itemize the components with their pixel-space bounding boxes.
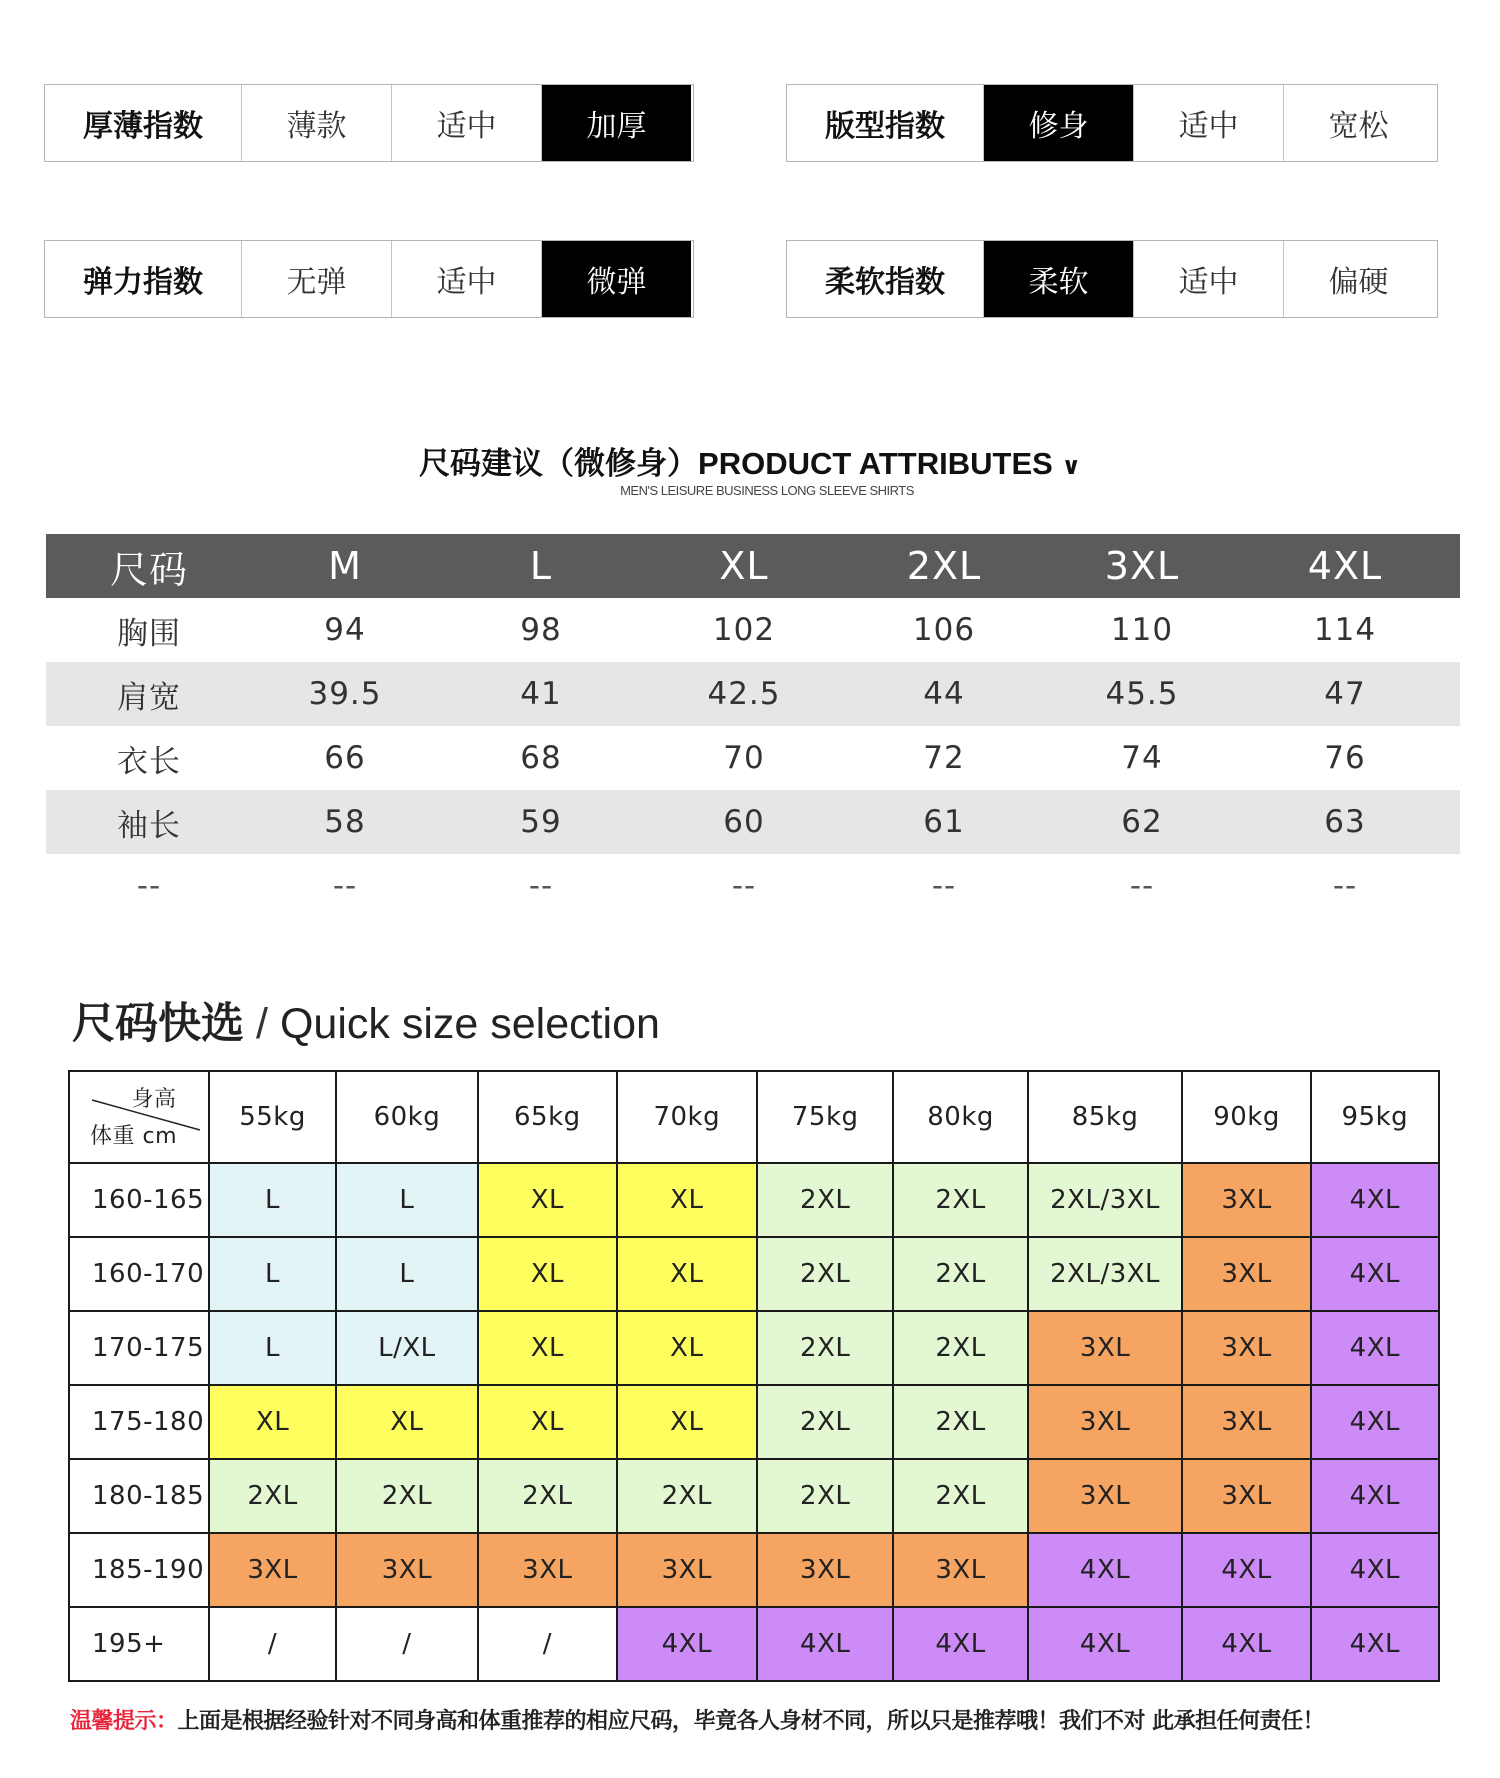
size-cell: 2XL [478, 1459, 616, 1533]
tip-text: 上面是根据经验针对不同身高和体重推荐的相应尺码，毕竟各人身材不同，所以只是推荐哦！我们不对 此承担任何责任！ [177, 1709, 1325, 1734]
size-cell: 4XL [757, 1607, 893, 1681]
weight-header-cell: 90kg [1182, 1071, 1310, 1163]
elastic-option-medium: 适中 [391, 241, 541, 317]
measurement-header-cell: 2XL [906, 544, 982, 588]
size-cell: 2XL [757, 1237, 893, 1311]
thickness-option-medium: 适中 [391, 85, 541, 161]
measurement-cell: -- [528, 868, 554, 904]
measurement-cell: 102 [712, 612, 776, 648]
quick-select-row [69, 1385, 1439, 1459]
size-cell: 2XL [893, 1163, 1027, 1237]
measurement-cell: 39.5 [308, 676, 382, 712]
measurement-cell: 98 [520, 612, 562, 648]
measurement-row [46, 854, 1460, 918]
measurement-row-label: 肩宽 [117, 679, 181, 716]
size-cell: 4XL [1311, 1385, 1439, 1459]
size-cell: 3XL [757, 1533, 893, 1607]
size-cell: 4XL [617, 1607, 757, 1681]
size-cell: 4XL [1028, 1533, 1183, 1607]
measurement-cell: 59 [520, 804, 562, 840]
size-cell: XL [617, 1237, 757, 1311]
size-cell: 2XL [757, 1459, 893, 1533]
size-cell: / [478, 1607, 616, 1681]
size-cell: 2XL [757, 1163, 893, 1237]
softness-option-medium: 适中 [1133, 241, 1283, 317]
size-cell: 3XL [1182, 1237, 1310, 1311]
measurement-cell: 60 [723, 804, 765, 840]
size-cell: 3XL [1028, 1311, 1183, 1385]
size-cell: / [336, 1607, 478, 1681]
size-cell: XL [617, 1311, 757, 1385]
size-cell: 3XL [209, 1533, 335, 1607]
height-cell: 160-170 [69, 1237, 209, 1311]
size-cell: 3XL [617, 1533, 757, 1607]
size-cell: 3XL [1182, 1163, 1310, 1237]
measurement-header-cell: 尺码 [109, 547, 188, 592]
height-cell: 180-185 [69, 1459, 209, 1533]
size-cell: XL [478, 1163, 616, 1237]
fit-option-loose: 宽松 [1283, 85, 1433, 161]
size-cell: 4XL [1311, 1607, 1439, 1681]
size-cell: 2XL [893, 1311, 1027, 1385]
measurement-cell: -- [731, 868, 757, 904]
size-cell: 3XL [478, 1533, 616, 1607]
tip-label: 温馨提示： [70, 1709, 178, 1734]
measurement-cell: 61 [923, 804, 965, 840]
measurement-cell: 66 [324, 740, 366, 776]
size-cell: 3XL [1182, 1459, 1310, 1533]
measurement-cell: 76 [1324, 740, 1366, 776]
height-cell: 160-165 [69, 1163, 209, 1237]
measurement-cell: 63 [1324, 804, 1366, 840]
size-cell: / [209, 1607, 335, 1681]
measurement-cell: 110 [1110, 612, 1174, 648]
thickness-option-thick: 加厚 [541, 85, 691, 161]
size-cell: XL [478, 1311, 616, 1385]
measurement-cell: 106 [912, 612, 976, 648]
size-cell: 3XL [1028, 1459, 1183, 1533]
softness-option-soft: 柔软 [983, 241, 1133, 317]
measurement-row [46, 598, 1460, 662]
size-cell: 3XL [1182, 1311, 1310, 1385]
fit-index-label: 版型指数 [825, 109, 945, 144]
size-cell: 2XL [757, 1385, 893, 1459]
measurement-row-label: 衣长 [117, 743, 181, 780]
size-cell: 4XL [1311, 1163, 1439, 1237]
thickness-option-thin: 薄款 [241, 85, 391, 161]
size-cell: L [209, 1237, 335, 1311]
weight-header-cell: 60kg [336, 1071, 478, 1163]
measurement-cell: -- [1332, 868, 1358, 904]
weight-header-cell: 65kg [478, 1071, 616, 1163]
chevron-down-icon: ∨ [1061, 453, 1081, 480]
corner-height-label: 身高 [131, 1087, 177, 1112]
measurement-cell: 58 [324, 804, 366, 840]
corner-cell [69, 1071, 209, 1163]
size-cell: L [209, 1163, 335, 1237]
measurement-cell: 41 [520, 676, 562, 712]
size-cell: XL [478, 1237, 616, 1311]
quick-select-row [69, 1237, 1439, 1311]
size-cell: 3XL [336, 1533, 478, 1607]
measurement-cell: -- [332, 868, 358, 904]
softness-index-label: 柔软指数 [825, 265, 945, 300]
measurement-cell: 94 [324, 612, 366, 648]
measurement-header-cell: L [529, 544, 553, 588]
quick-select-row [69, 1311, 1439, 1385]
size-cell: XL [617, 1385, 757, 1459]
size-cell: 2XL/3XL [1028, 1163, 1183, 1237]
measurement-row-label: 袖长 [117, 807, 181, 844]
size-cell: 4XL [1182, 1607, 1310, 1681]
quick-select-title [72, 990, 660, 1051]
quick-select-row [69, 1163, 1439, 1237]
quick-select-title-en: Quick size selection [279, 1000, 660, 1048]
corner-weight-label: 体重 cm [90, 1124, 178, 1149]
quick-select-row [69, 1607, 1439, 1681]
measurement-row-label: 胸围 [117, 615, 181, 652]
size-cell: L [336, 1163, 478, 1237]
softness-option-hard: 偏硬 [1283, 241, 1433, 317]
measurement-row-label: -- [136, 868, 162, 904]
fit-option-slim: 修身 [983, 85, 1133, 161]
measurement-cell: -- [931, 868, 957, 904]
tip-note [70, 1704, 1324, 1735]
quick-select-row [69, 1533, 1439, 1607]
size-cell: 2XL [209, 1459, 335, 1533]
size-cell: 4XL [1311, 1533, 1439, 1607]
height-cell: 170-175 [69, 1311, 209, 1385]
size-cell: XL [336, 1385, 478, 1459]
size-cell: 2XL [893, 1237, 1027, 1311]
size-cell: 4XL [1028, 1607, 1183, 1681]
size-cell: 2XL [757, 1311, 893, 1385]
measurement-header-cell: 3XL [1104, 544, 1180, 588]
measurement-header-cell: M [328, 544, 362, 588]
size-cell: 3XL [1182, 1385, 1310, 1459]
weight-header-cell: 95kg [1311, 1071, 1439, 1163]
measurement-table [46, 534, 1460, 918]
weight-header-cell: 85kg [1028, 1071, 1183, 1163]
size-cell: L [336, 1237, 478, 1311]
measurement-cell: -- [1129, 868, 1155, 904]
measurement-cell: 42.5 [707, 676, 781, 712]
size-cell: 4XL [1311, 1459, 1439, 1533]
size-advice-title-cn: 尺码建议（微修身） [419, 446, 699, 481]
size-cell: 2XL [617, 1459, 757, 1533]
softness-index [786, 240, 1438, 318]
size-cell: XL [478, 1385, 616, 1459]
measurement-cell: 44 [923, 676, 965, 712]
measurement-cell: 70 [723, 740, 765, 776]
measurement-header-cell: XL [719, 544, 769, 588]
quick-select-table [68, 1070, 1440, 1682]
measurement-cell: 68 [520, 740, 562, 776]
elastic-option-slight: 微弹 [541, 241, 691, 317]
measurement-header-cell: 4XL [1307, 544, 1383, 588]
size-cell: 4XL [893, 1607, 1027, 1681]
measurement-row [46, 662, 1460, 726]
weight-header-cell: 55kg [209, 1071, 335, 1163]
weight-header-cell: 75kg [757, 1071, 893, 1163]
quick-select-title-cn: 尺码快选 [72, 999, 244, 1049]
size-cell: L [209, 1311, 335, 1385]
elastic-option-none: 无弹 [241, 241, 391, 317]
quick-select-row [69, 1459, 1439, 1533]
measurement-cell: 114 [1313, 612, 1377, 648]
size-advice-title-en: PRODUCT ATTRIBUTES [698, 446, 1053, 481]
size-cell: XL [209, 1385, 335, 1459]
size-cell: 2XL [336, 1459, 478, 1533]
size-cell: 2XL [893, 1459, 1027, 1533]
fit-option-medium: 适中 [1133, 85, 1283, 161]
measurement-cell: 62 [1121, 804, 1163, 840]
height-cell: 185-190 [69, 1533, 209, 1607]
measurement-cell: 47 [1324, 676, 1366, 712]
measurement-header-row [46, 534, 1460, 598]
height-cell: 195+ [69, 1607, 209, 1681]
measurement-row [46, 726, 1460, 790]
size-cell: 3XL [893, 1533, 1027, 1607]
fit-index [786, 84, 1438, 162]
weight-header-cell: 80kg [893, 1071, 1027, 1163]
size-cell: 2XL/3XL [1028, 1237, 1183, 1311]
size-cell: 4XL [1311, 1237, 1439, 1311]
measurement-cell: 45.5 [1105, 676, 1179, 712]
elastic-index-label: 弹力指数 [83, 265, 203, 300]
size-advice-subtitle: MEN'S LEISURE BUSINESS LONG SLEEVE SHIRTS [620, 483, 914, 498]
size-cell: L/XL [336, 1311, 478, 1385]
weight-header-cell: 70kg [617, 1071, 757, 1163]
elastic-index [44, 240, 694, 318]
height-cell: 175-180 [69, 1385, 209, 1459]
quick-select-header-row [69, 1071, 1439, 1163]
quick-select-title-separator: / [256, 1000, 268, 1048]
size-cell: 3XL [1028, 1385, 1183, 1459]
measurement-row [46, 790, 1460, 854]
thickness-index [44, 84, 694, 162]
measurement-cell: 74 [1121, 740, 1163, 776]
size-advice-title [0, 438, 1500, 483]
size-cell: 4XL [1311, 1311, 1439, 1385]
measurement-cell: 72 [923, 740, 965, 776]
size-cell: 2XL [893, 1385, 1027, 1459]
thickness-index-label: 厚薄指数 [83, 109, 203, 144]
size-cell: 4XL [1182, 1533, 1310, 1607]
size-cell: XL [617, 1163, 757, 1237]
